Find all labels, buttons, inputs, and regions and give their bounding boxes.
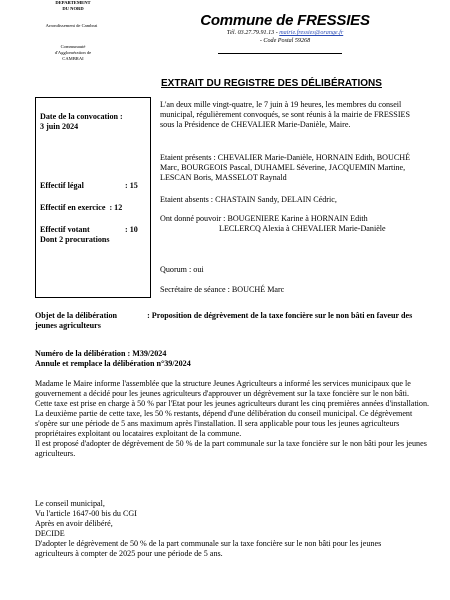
- postal-code: - Code Postal 59268: [259, 38, 311, 44]
- arrondissement: Arrondissement de Cambrai: [45, 23, 98, 28]
- pouvoirs-block: [160, 214, 430, 234]
- effectif-legal-value: : 15: [125, 181, 138, 190]
- objet-text: : Proposition de dégrèvement de la taxe foncière sur le non bâti en faveur des jeunes agriculteurs: [35, 311, 413, 330]
- objet-block: [35, 311, 425, 331]
- communaute-line-1: Communauté: [60, 44, 86, 49]
- email-link[interactable]: mairie.fressies@orange.fr: [279, 30, 344, 36]
- commune-title: Commune de FRESSIES: [200, 12, 370, 29]
- header-divider: [218, 53, 342, 54]
- decision-vu: Vu l'article 1647-00 bis du CGI: [35, 509, 137, 518]
- telephone: Tél. 03.27.79.91.13 -: [226, 30, 280, 36]
- decision-apres: Après en avoir délibéré,: [35, 519, 113, 528]
- decision-intro: Le conseil municipal,: [35, 499, 105, 508]
- body-paragraph: La deuxième partie de cette taxe, les 50 % restants, dépend d'une délibération du conseil municipal. Ce dégrèvement s'opère sur une période de 5 ans maximum après l'installation. Il sera applicable pour tous les jeunes agriculteurs propriétaires exploitant ou locataires exploitant de la commune.: [35, 409, 413, 438]
- body-paragraph: Il est proposé d'adopter de dégrèvement de 50 % de la part communale sur la taxe foncière sur le non bâti pour les jeunes agriculteurs.: [35, 439, 427, 458]
- session-intro: L'an deux mille vingt-quatre, le 7 juin à 19 heures, les membres du conseil municipal, régulièrement convoqués, se sont réunis à la mairie de FRESSIES sous la Présidence de CHEVALIER Marie-Danièle, Maire.: [160, 100, 410, 129]
- decision-text: D'adopter le dégrèvement de 50 % de la part communale sur la taxe foncière sur le non bâti pour les jeunes agriculteurs à compter de 2025 pour une période de 5 ans.: [35, 539, 382, 558]
- effectif-exercice-value: : 12: [109, 203, 123, 212]
- department-block: [38, 0, 108, 12]
- procurations: Dont 2 procurations: [40, 235, 110, 244]
- communaute-line-3: CAMBRAI: [62, 56, 84, 62]
- secretaire: Secrétaire de séance : BOUCHÉ Marc: [160, 285, 285, 294]
- convocation-date: 3 juin 2024: [40, 122, 79, 131]
- presents-list: Etaient présents : CHEVALIER Marie-Danièle, HORNAIN Edith, BOUCHÉ Marc, BOURGEOIS Pascal, DUHAMEL Séverine, JACQUEMIN Martine, LESCAN Boris, MASSELOT Raynald: [160, 153, 411, 182]
- effectif-block: [40, 181, 138, 245]
- department-line-2: DU NORD: [62, 6, 84, 11]
- effectif-votant-label: Effectif votant: [40, 225, 90, 234]
- department-line-1: DEPARTEMENT: [55, 0, 91, 5]
- pouvoir-line-1: Ont donné pouvoir : BOUGENIERE Karine à HORNAIN Edith: [160, 214, 368, 223]
- objet-label: Objet de la délibération: [35, 311, 118, 320]
- pouvoir-line-2: LECLERCQ Alexia à CHEVALIER Marie-Danièle: [219, 224, 386, 233]
- effectif-votant-value: : 10: [125, 225, 138, 234]
- communaute-block: [38, 44, 108, 63]
- convocation-label: Date de la convocation :: [40, 112, 123, 121]
- decision-decide: DECIDE: [35, 529, 65, 538]
- effectif-legal-label: Effectif légal: [40, 181, 84, 190]
- deliberation-body: [35, 379, 431, 459]
- contact-line-1: [190, 29, 380, 37]
- effectif-exercice-label: Effectif en exercice: [40, 203, 106, 212]
- communaute-line-2: d'Agglomération de: [54, 50, 92, 56]
- deliberation-number: Numéro de la délibération : M39/2024: [35, 349, 167, 358]
- body-paragraph: Madame le Maire informe l'assemblée que la structure Jeunes Agriculteurs a informé les services municipaux que le gouvernement a décidé pour les jeunes agriculteurs d'approuver un dégrèvement sur la taxe foncière sur le non bâti.: [35, 379, 411, 398]
- quorum: Quorum : oui: [160, 265, 204, 274]
- effectif-votant-row: [40, 225, 138, 235]
- effectif-legal-row: [40, 181, 138, 191]
- document-title: EXTRAIT DU REGISTRE DES DÉLIBÉRATIONS: [161, 78, 382, 89]
- convocation-date-block: [40, 112, 123, 132]
- effectif-exercice-row: [40, 203, 138, 213]
- convocation-box: [35, 97, 151, 298]
- decision-block: [35, 499, 407, 559]
- contact-block: [190, 29, 380, 45]
- body-paragraph: Cette taxe est prise en charge à 50 % par l'Etat pour les jeunes agriculteurs durant les cinq premières années d'installation.: [35, 399, 430, 408]
- absents-list: Etaient absents : CHASTAIN Sandy, DELAIN Cédric,: [160, 195, 337, 204]
- annule-remplace: Annule et remplace la délibération n°39/2024: [35, 359, 191, 368]
